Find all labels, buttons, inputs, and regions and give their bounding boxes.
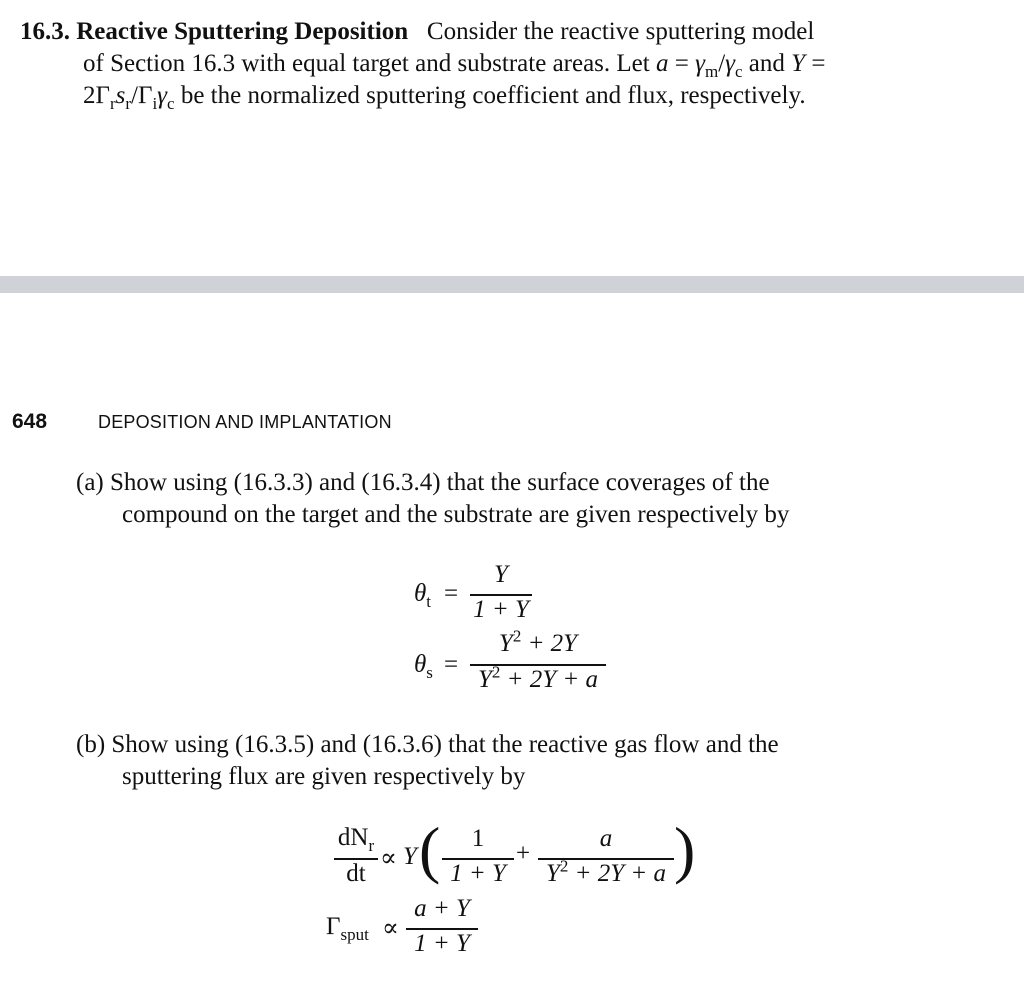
fraction-denominator: 1 + Y — [473, 596, 529, 623]
right-paren: ) — [674, 814, 696, 885]
subscript: r — [368, 836, 375, 855]
fraction-denominator — [470, 662, 606, 694]
fraction-numerator: a — [599, 825, 613, 852]
equation-lhs — [414, 651, 433, 682]
part-b-line-1 — [76, 729, 779, 761]
part-a-line-2 — [122, 499, 789, 531]
fraction-numerator: a + Y — [414, 895, 470, 922]
expression: + 2Y — [521, 630, 578, 657]
var-Y: Y — [477, 666, 492, 693]
running-head: DEPOSITION AND IMPLANTATION — [98, 412, 392, 432]
part-b-line-2 — [122, 761, 525, 793]
equals-sign: = — [811, 50, 826, 77]
gamma-flux: 2Γ — [83, 82, 110, 109]
subscript: r — [125, 94, 132, 113]
part-b-label: (b) — [76, 731, 106, 758]
part-b-text: sputtering flux are given respectively by — [122, 763, 526, 790]
superscript: 2 — [559, 856, 569, 876]
fraction-numerator: Y — [494, 561, 508, 588]
derivative-denominator: dt — [346, 860, 366, 887]
problem-title: Reactive Sputtering Deposition — [76, 18, 409, 45]
part-a-text: Show using (16.3.3) and (16.3.4) that the surface coverages of the — [110, 469, 770, 496]
subscript: t — [426, 592, 432, 611]
problem-text: be the normalized sputtering coefficient and flux, respectively. — [180, 82, 806, 109]
fraction-denominator: 1 + Y — [450, 860, 506, 887]
subscript: i — [152, 94, 158, 113]
subscript: s — [426, 663, 433, 682]
var-Y: Y — [498, 630, 513, 657]
subscript: m — [704, 62, 719, 81]
expression: + 2Y + a — [568, 860, 667, 887]
problem-line-1 — [20, 16, 814, 48]
fraction-numerator: 1 — [471, 825, 485, 852]
gamma-flux: Γ — [326, 913, 341, 940]
part-b-text: Show using (16.3.5) and (16.3.6) that the reactive gas flow and the — [111, 731, 779, 758]
problem-number: 16.3. — [20, 18, 70, 45]
problem-line-3 — [83, 80, 806, 112]
equals-sign: = — [444, 580, 459, 607]
superscript: 2 — [491, 662, 501, 682]
problem-text: and — [748, 50, 785, 77]
expression: + 2Y + a — [500, 666, 599, 693]
proportional-symbol: ∝ — [380, 845, 397, 872]
expression: dN — [337, 824, 369, 851]
plus-sign: + — [516, 840, 531, 867]
subscript: c — [735, 62, 743, 81]
var-s: s — [115, 82, 126, 109]
fraction-denominator — [538, 856, 674, 888]
subscript: sput — [340, 925, 369, 944]
slash: / — [718, 50, 726, 77]
gamma-symbol: γ — [725, 50, 735, 77]
var-a: a — [655, 50, 669, 77]
part-a-text: compound on the target and the substrate are given respectively by — [122, 501, 790, 528]
superscript: 2 — [512, 626, 522, 646]
equals-sign: = — [674, 50, 689, 77]
var-Y: Y — [403, 843, 417, 870]
theta-symbol: θ — [414, 651, 427, 678]
equation-lhs — [326, 913, 369, 944]
gamma-symbol: γ — [695, 50, 705, 77]
problem-intro: Consider the reactive sputtering model — [426, 18, 815, 45]
var-Y: Y — [545, 860, 560, 887]
left-paren: ( — [419, 814, 441, 885]
equation-lhs — [414, 580, 432, 611]
part-a-line-1 — [76, 467, 770, 499]
fraction-denominator: 1 + Y — [414, 930, 470, 957]
problem-line-2 — [83, 48, 825, 80]
part-a-label: (a) — [76, 469, 104, 496]
gamma-symbol: γ — [157, 82, 168, 109]
subscript: c — [167, 94, 175, 113]
subscript: r — [109, 94, 116, 113]
problem-text: of Section 16.3 with equal target and substrate areas. Let — [83, 50, 650, 77]
var-Y: Y — [791, 50, 806, 77]
equals-sign: = — [444, 651, 459, 678]
fraction-numerator — [470, 626, 606, 658]
proportional-symbol: ∝ — [382, 915, 399, 942]
page-divider — [0, 276, 1024, 293]
gamma-flux: /Γ — [131, 82, 153, 109]
theta-symbol: θ — [414, 580, 427, 607]
derivative-numerator — [334, 824, 378, 855]
page-number: 648 — [12, 410, 48, 433]
